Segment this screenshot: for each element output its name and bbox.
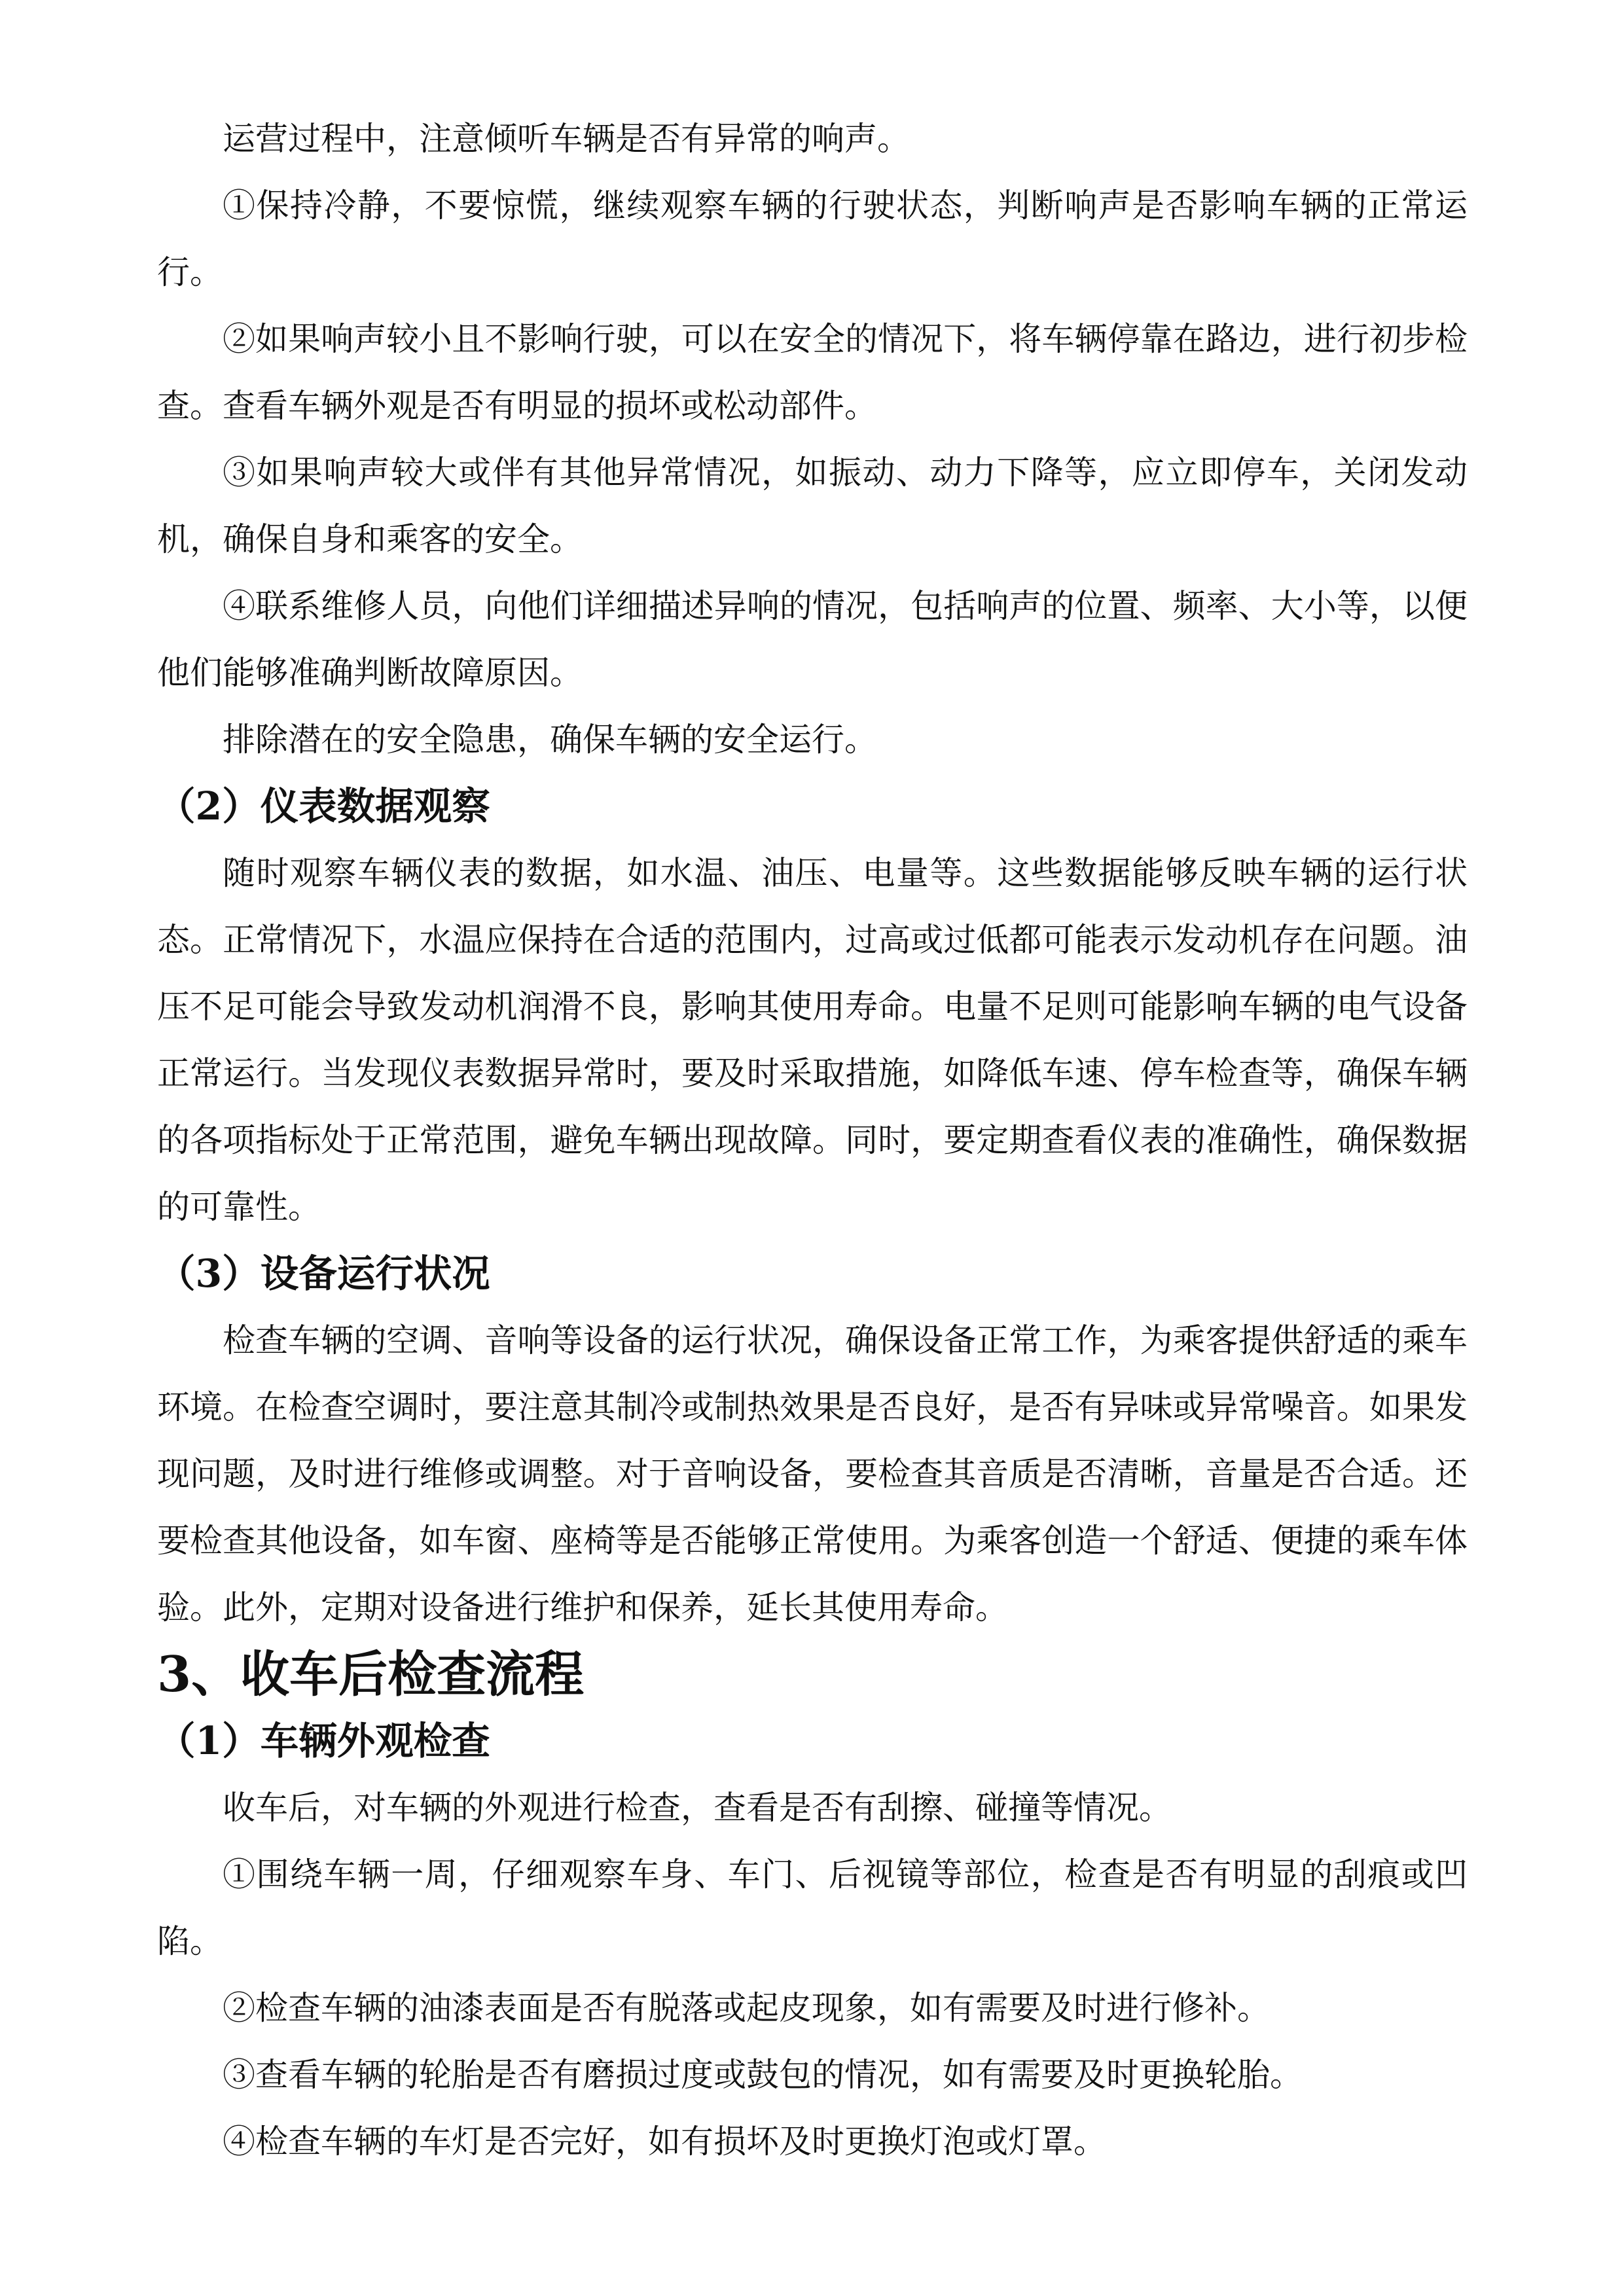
paragraph: ②如果响声较小且不影响行驶，可以在安全的情况下，将车辆停靠在路边，进行初步检查。查看车辆外观是否有明显的损坏或松动部件。 [157,320,1468,425]
paragraph: 运营过程中，注意倾听车辆是否有异常的响声。 [223,120,910,158]
subsection-heading: （1）车辆外观检查 [157,1718,490,1763]
paragraph: 排除潜在的安全隐患，确保车辆的安全运行。 [223,721,877,759]
subsection-heading: （2）仪表数据观察 [157,783,490,829]
paragraph: ②检查车辆的油漆表面是否有脱落或起皮现象，如有需要及时进行修补。 [223,1989,1270,2027]
paragraph: ①围绕车辆一周，仔细观察车身、车门、后视镜等部位，检查是否有明显的刮痕或凹陷。 [157,1856,1468,1960]
paragraph: ③如果响声较大或伴有其他异常情况，如振动、动力下降等，应立即停车，关闭发动机，确保自身和乘客的安全。 [157,454,1468,558]
paragraph: 随时观察车辆仪表的数据，如水温、油压、电量等。这些数据能够反映车辆的运行状态。正常情况下，水温应保持在合适的范围内，过高或过低都可能表示发动机存在问题。油压不足可能会导致发动机润滑不良，影响其使用寿命。电量不足则可能影响车辆的电气设备正常运行。当发现仪表数据异常时，要及时采取措施，如降低车速、停车检查等，确保车辆的各项指标处于正常范围，避免车辆出现故障。同时，要定期查看仪表的准确性，确保数据的可靠性。 [157,854,1468,1226]
paragraph: ④检查车辆的车灯是否完好，如有损坏及时更换灯泡或灯罩。 [223,2123,1106,2161]
paragraph: ①保持冷静，不要惊慌，继续观察车辆的行驶状态，判断响声是否影响车辆的正常运行。 [157,187,1468,291]
paragraph: 检查车辆的空调、音响等设备的运行状况，确保设备正常工作，为乘客提供舒适的乘车环境。在检查空调时，要注意其制冷或制热效果是否良好，是否有异味或异常噪音。如果发现问题，及时进行维修或调整。对于音响设备，要检查其音质是否清晰，音量是否合适。还要检查其他设备，如车窗、座椅等是否能够正常使用。为乘客创造一个舒适、便捷的乘车体验。此外，定期对设备进行维护和保养，延长其使用寿命。 [157,1321,1468,1626]
section-heading: 3、收车后检查流程 [157,1645,585,1703]
paragraph: ③查看车辆的轮胎是否有磨损过度或鼓包的情况，如有需要及时更换轮胎。 [223,2056,1303,2094]
subsection-heading: （3）设备运行状况 [157,1251,490,1296]
paragraph: ④联系维修人员，向他们详细描述异响的情况，包括响声的位置、频率、大小等，以便他们能够准确判断故障原因。 [157,587,1468,692]
paragraph: 收车后，对车辆的外观进行检查，查看是否有刮擦、碰撞等情况。 [223,1789,1172,1827]
document-page [157,105,1468,2175]
